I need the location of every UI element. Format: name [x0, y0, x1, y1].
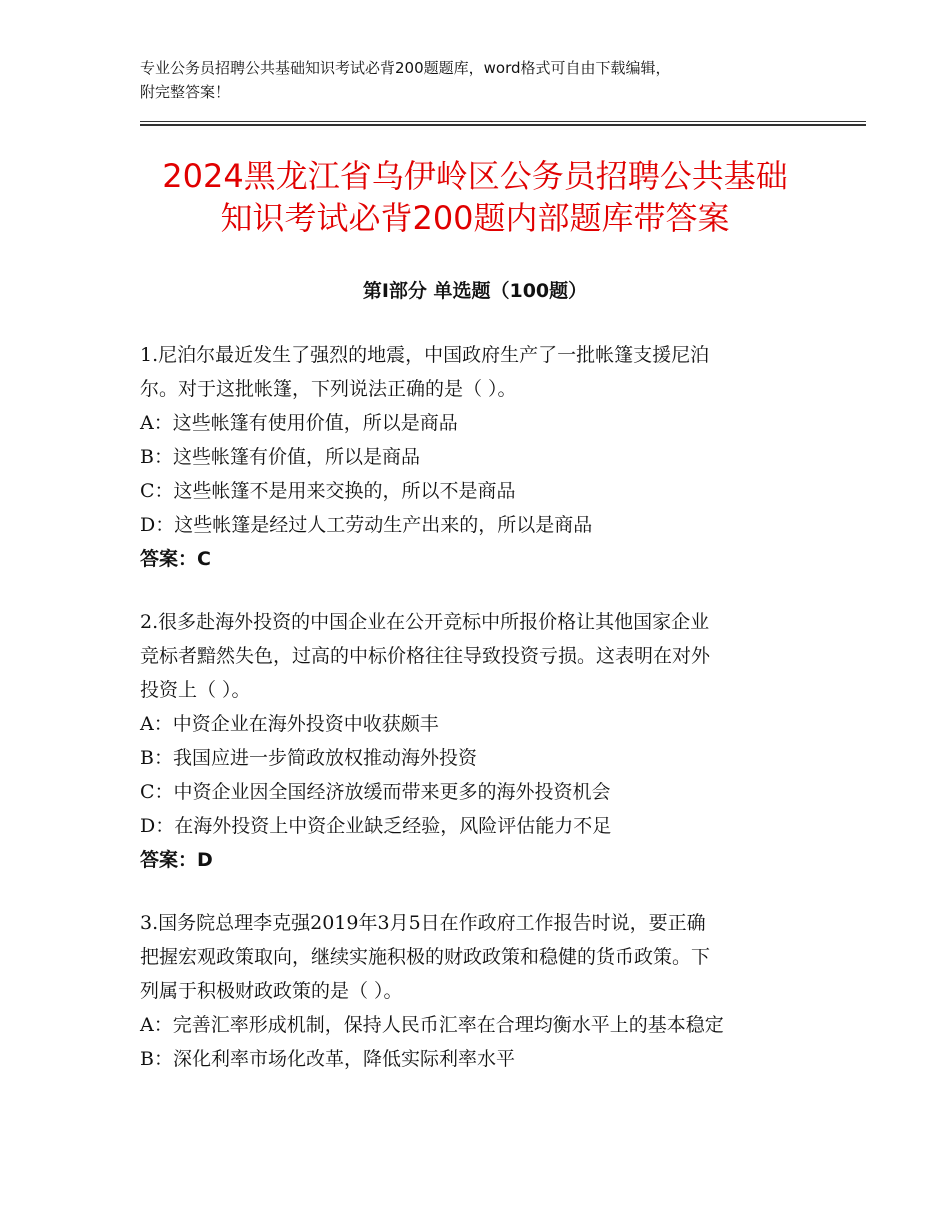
header-divider	[140, 121, 866, 126]
question-list	[140, 338, 812, 1105]
option-c: C：这些帐篷不是用来交换的，所以不是商品	[140, 480, 516, 502]
answer-line: 答案：C	[140, 548, 211, 570]
option-d: D：在海外投资上中资企业缺乏经验，风险评估能力不足	[140, 815, 612, 837]
option-a: A：中资企业在海外投资中收获颇丰	[140, 713, 439, 735]
option-a: A：完善汇率形成机制，保持人民币汇率在合理均衡水平上的基本稳定	[140, 1014, 724, 1036]
option-a: A：这些帐篷有使用价值，所以是商品	[140, 412, 458, 434]
question-stem-line: 把握宏观政策取向，继续实施积极的财政政策和稳健的货币政策。下	[140, 946, 711, 968]
option-c: C：中资企业因全国经济放缓而带来更多的海外投资机会	[140, 781, 611, 803]
question-stem-line: 竞标者黯然失色，过高的中标价格往往导致投资亏损。这表明在对外	[140, 645, 711, 667]
question-stem-line: 2.很多赴海外投资的中国企业在公开竞标中所报价格让其他国家企业	[140, 611, 710, 633]
title-line: 2024黑龙江省乌伊岭区公务员招聘公共基础	[162, 157, 788, 195]
option-b: B：这些帐篷有价值，所以是商品	[140, 446, 420, 468]
question-stem-line: 投资上（ ）。	[140, 679, 251, 701]
section-heading: 第Ⅰ部分 单选题（100题）	[362, 280, 588, 302]
question-item	[140, 605, 812, 877]
header-note-line: 附完整答案！	[140, 83, 231, 101]
page-title	[100, 155, 850, 239]
option-b: B：我国应进一步简政放权推动海外投资	[140, 747, 477, 769]
question-stem-line: 列属于积极财政政策的是（ ）。	[140, 980, 403, 1002]
question-item	[140, 338, 812, 576]
option-d: D：这些帐篷是经过人工劳动生产出来的，所以是商品	[140, 514, 593, 536]
question-stem-line: 3.国务院总理李克强2019年3月5日在作政府工作报告时说，要正确	[140, 912, 706, 934]
answer-line: 答案：D	[140, 849, 213, 871]
question-item	[140, 906, 812, 1076]
option-b: B：深化利率市场化改革，降低实际利率水平	[140, 1048, 515, 1070]
title-line: 知识考试必背200题内部题库带答案	[220, 199, 730, 237]
question-stem-line: 尔。对于这批帐篷，下列说法正确的是（ ）。	[140, 378, 517, 400]
question-stem-line: 1.尼泊尔最近发生了强烈的地震，中国政府生产了一批帐篷支援尼泊	[140, 344, 710, 366]
header-note-line: 专业公务员招聘公共基础知识考试必背200题题库，word格式可自由下载编辑，	[140, 59, 671, 77]
header-note	[140, 56, 820, 104]
